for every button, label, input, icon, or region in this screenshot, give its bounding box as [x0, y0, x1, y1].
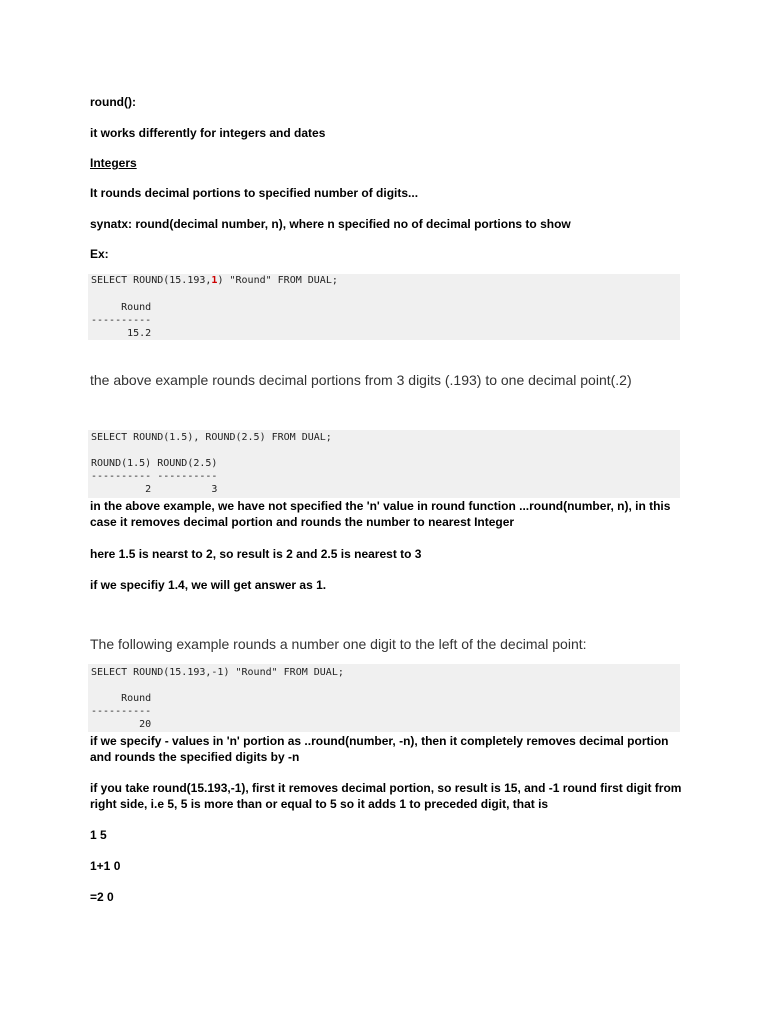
code-value-3: 20: [91, 719, 152, 730]
syntax-text: synatx: round(decimal number, n), where n specified no of decimal portions to show: [90, 217, 571, 231]
highlighted-digit: 1: [211, 275, 218, 286]
intro-text: it works differently for integers and dates: [90, 126, 326, 140]
calc-result: =2 0: [90, 890, 114, 904]
section-heading-integers: Integers: [90, 156, 137, 170]
code-header-2: ROUND(1.5) ROUND(2.5): [91, 458, 218, 469]
calc-line-2: 1+1 0: [90, 859, 121, 873]
calc-line-1: 1 5: [90, 828, 107, 842]
heading-round: round():: [90, 95, 136, 109]
explanation-text-3: here 1.5 is nearst to 2, so result is 2 and 2.5 is nearest to 3: [90, 547, 422, 561]
example-label: Ex:: [90, 247, 109, 261]
description-text: It rounds decimal portions to specified number of digits...: [90, 186, 419, 200]
code-header-3: Round: [91, 693, 152, 704]
explanation-text-4: if we specifiy 1.4, we will get answer as 1.: [90, 578, 327, 592]
explanation-text-1: the above example rounds decimal portions from 3 digits (.193) to one decimal point(.2): [90, 372, 632, 388]
code-divider-3: ----------: [91, 706, 152, 717]
code-query-1: SELECT ROUND(15.193,1) "Round" FROM DUAL;: [91, 275, 338, 286]
code-header-1: Round: [91, 302, 152, 313]
code-query-2: SELECT ROUND(1.5), ROUND(2.5) FROM DUAL;: [91, 432, 332, 443]
code-query-3: SELECT ROUND(15.193,-1) "Round" FROM DUAL;: [91, 667, 344, 678]
example-intro-text: The following example rounds a number one digit to the left of the decimal point:: [90, 636, 587, 652]
explanation-text-6: if you take round(15.193,-1), first it removes decimal portion, so result is 15, and -1 round first digit from right side, i.e 5, 5 is more than or equal to 5 so it adds 1 to preceded digit, that is: [90, 781, 682, 811]
explanation-text-5: if we specify - values in 'n' portion as ..round(number, -n), then it completely removes decimal portion and rounds the specified digits by -n: [90, 734, 669, 764]
explanation-text-2: in the above example, we have not specified the 'n' value in round function ...round(number, n), in this case it removes decimal portion and rounds the number to nearest Integer: [90, 499, 671, 529]
code-value-2: 2 3: [91, 484, 218, 495]
code-value-1: 15.2: [91, 328, 152, 339]
code-divider-2: ---------- ----------: [91, 471, 218, 482]
code-divider-1: ----------: [91, 315, 152, 326]
